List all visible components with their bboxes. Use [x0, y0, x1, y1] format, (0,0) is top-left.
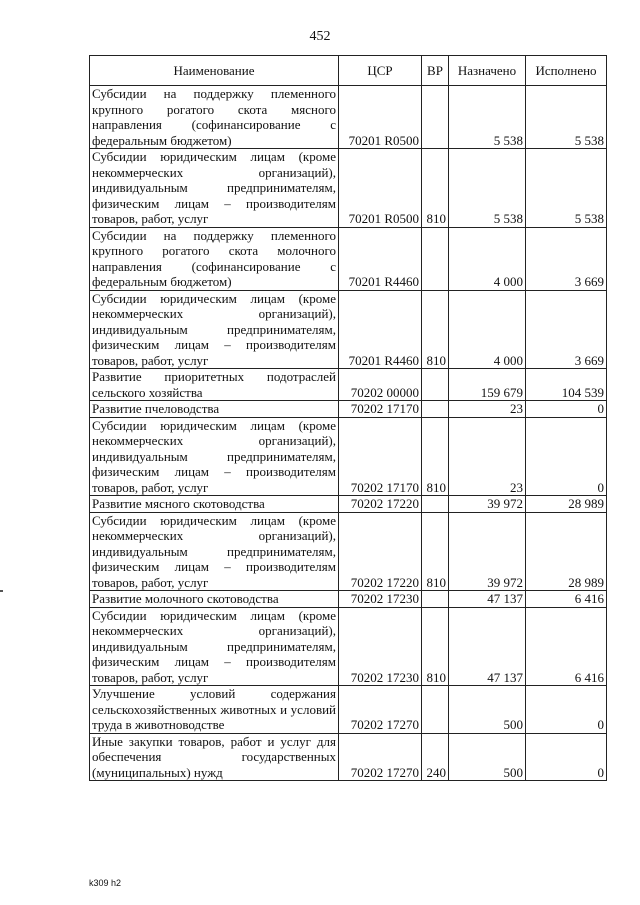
row-assigned: 159 679: [449, 369, 526, 401]
row-code: 70202 17170: [339, 401, 422, 418]
table-row: [90, 591, 607, 608]
header-vr: ВР: [422, 56, 449, 86]
row-vr: [422, 86, 449, 149]
table-row: [90, 369, 607, 401]
row-assigned: 5 538: [449, 149, 526, 228]
row-vr: 810: [422, 607, 449, 686]
row-code: 70201 R4460: [339, 227, 422, 290]
row-code: 70201 R4460: [339, 290, 422, 369]
table-row: [90, 496, 607, 513]
margin-mark: [0, 590, 3, 592]
table-row: [90, 149, 607, 228]
row-name: Улучшение условий содержания сельскохозяйственных животных и условий труда в животноводстве: [90, 686, 339, 734]
row-vr: 810: [422, 149, 449, 228]
footer-code: k309 h2: [89, 878, 122, 888]
row-name: Субсидии юридическим лицам (кроме некоммерческих организаций), индивидуальным предпринимателям, физическим лицам – производителям товаров, работ, услуг: [90, 607, 339, 686]
row-executed: 6 416: [526, 591, 607, 608]
row-code: 70202 17220: [339, 512, 422, 591]
row-executed: 5 538: [526, 149, 607, 228]
row-executed: 6 416: [526, 607, 607, 686]
row-assigned: 23: [449, 417, 526, 496]
row-name: Субсидии на поддержку племенного крупного рогатого скота мясного направления (софинансирование с федеральным бюджетом): [90, 86, 339, 149]
row-executed: 28 989: [526, 512, 607, 591]
row-executed: 3 669: [526, 290, 607, 369]
row-executed: 0: [526, 686, 607, 734]
row-name: Субсидии юридическим лицам (кроме некоммерческих организаций), индивидуальным предпринимателям, физическим лицам – производителям товаров, работ, услуг: [90, 149, 339, 228]
table-row: [90, 86, 607, 149]
row-code: 70202 17230: [339, 607, 422, 686]
row-vr: [422, 591, 449, 608]
row-name: Иные закупки товаров, работ и услуг для обеспечения государственных (муниципальных) нужд: [90, 733, 339, 781]
row-vr: 810: [422, 512, 449, 591]
row-name: Субсидии юридическим лицам (кроме некоммерческих организаций), индивидуальным предпринимателям, физическим лицам – производителям товаров, работ, услуг: [90, 417, 339, 496]
table-row: [90, 417, 607, 496]
row-assigned: 47 137: [449, 591, 526, 608]
row-code: 70202 00000: [339, 369, 422, 401]
row-code: 70202 17170: [339, 417, 422, 496]
row-vr: [422, 369, 449, 401]
row-assigned: 23: [449, 401, 526, 418]
header-name: Наименование: [90, 56, 339, 86]
row-code: 70202 17220: [339, 496, 422, 513]
row-vr: [422, 496, 449, 513]
row-code: 70201 R0500: [339, 86, 422, 149]
table-row: [90, 290, 607, 369]
row-name: Субсидии юридическим лицам (кроме некоммерческих организаций), индивидуальным предпринимателям, физическим лицам – производителям товаров, работ, услуг: [90, 512, 339, 591]
row-vr: 810: [422, 290, 449, 369]
table-row: [90, 512, 607, 591]
row-vr: [422, 686, 449, 734]
row-name: Развитие пчеловодства: [90, 401, 339, 418]
header-assigned: Назначено: [449, 56, 526, 86]
row-assigned: 39 972: [449, 512, 526, 591]
row-assigned: 39 972: [449, 496, 526, 513]
row-assigned: 5 538: [449, 86, 526, 149]
page-number: 452: [309, 29, 331, 44]
row-name: Субсидии на поддержку племенного крупного рогатого скота молочного направления (софинансирование с федеральным бюджетом): [90, 227, 339, 290]
row-vr: [422, 227, 449, 290]
table-row: [90, 401, 607, 418]
row-executed: 0: [526, 417, 607, 496]
table-header-row: [90, 56, 607, 86]
row-name: Развитие мясного скотоводства: [90, 496, 339, 513]
budget-table: [89, 55, 607, 781]
row-assigned: 500: [449, 733, 526, 781]
row-executed: 5 538: [526, 86, 607, 149]
row-vr: 810: [422, 417, 449, 496]
row-code: 70201 R0500: [339, 149, 422, 228]
row-code: 70202 17270: [339, 686, 422, 734]
row-assigned: 47 137: [449, 607, 526, 686]
row-vr: 240: [422, 733, 449, 781]
row-code: 70202 17230: [339, 591, 422, 608]
row-executed: 0: [526, 401, 607, 418]
header-code: ЦСР: [339, 56, 422, 86]
row-assigned: 4 000: [449, 227, 526, 290]
table-row: [90, 227, 607, 290]
row-name: Субсидии юридическим лицам (кроме некоммерческих организаций), индивидуальным предпринимателям, физическим лицам – производителям товаров, работ, услуг: [90, 290, 339, 369]
row-executed: 3 669: [526, 227, 607, 290]
row-executed: 0: [526, 733, 607, 781]
row-name: Развитие приоритетных подотраслей сельского хозяйства: [90, 369, 339, 401]
row-assigned: 500: [449, 686, 526, 734]
table-row: [90, 733, 607, 781]
table-row: [90, 686, 607, 734]
row-assigned: 4 000: [449, 290, 526, 369]
row-executed: 28 989: [526, 496, 607, 513]
row-name: Развитие молочного скотоводства: [90, 591, 339, 608]
row-executed: 104 539: [526, 369, 607, 401]
row-vr: [422, 401, 449, 418]
header-executed: Исполнено: [526, 56, 607, 86]
row-code: 70202 17270: [339, 733, 422, 781]
table-row: [90, 607, 607, 686]
